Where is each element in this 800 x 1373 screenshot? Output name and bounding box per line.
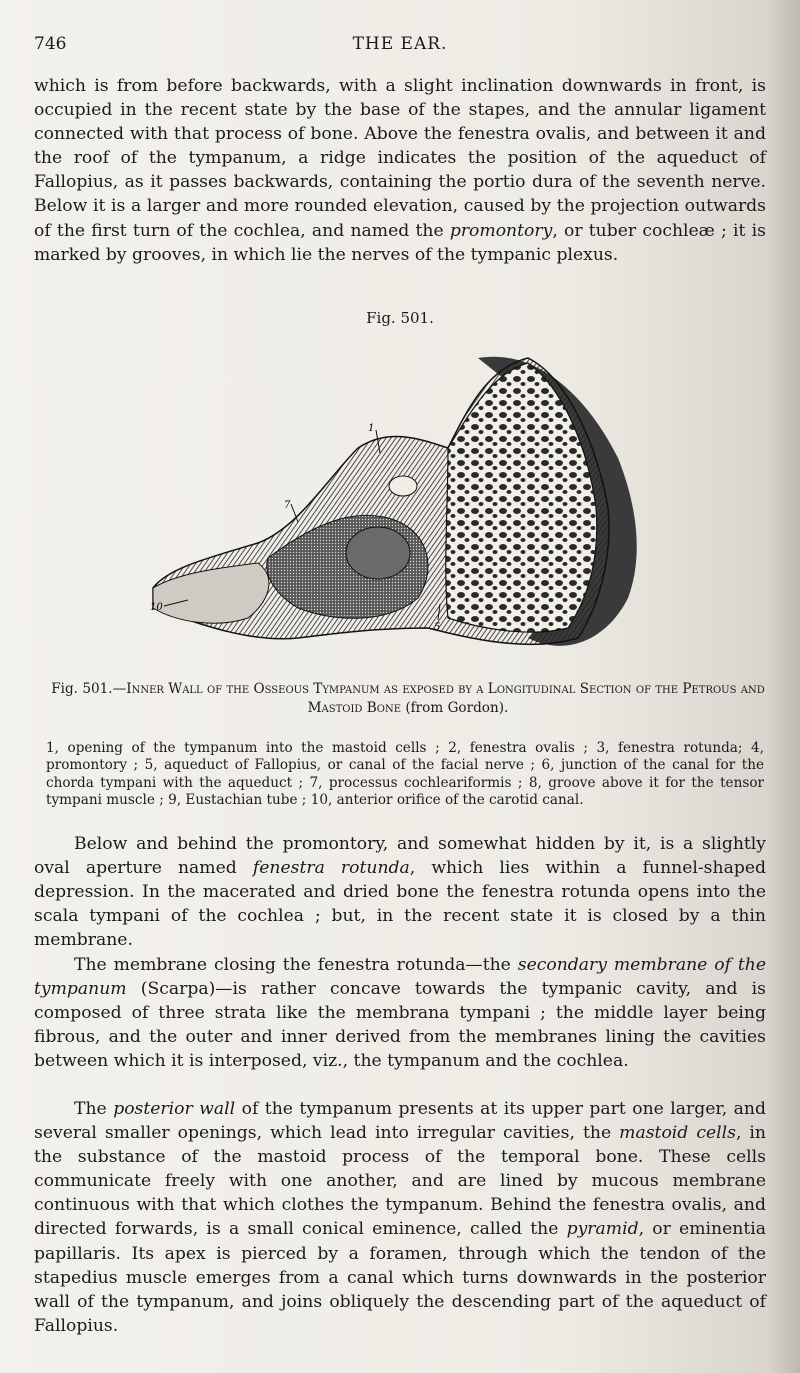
italic-term: fenestra rotunda	[252, 858, 410, 879]
page-number: 746	[34, 34, 67, 54]
fenestra	[389, 476, 417, 496]
figure-label-1: 1	[368, 423, 375, 434]
paragraph-text: The membrane closing the fenestra rotunda—the	[74, 955, 518, 975]
italic-term: promontory	[449, 220, 553, 241]
figure-illustration	[148, 338, 653, 668]
paragraph-text: , or tuber cochleæ ; it is marked by grooves, in which lie the nerves of the tympanic plexus.	[34, 220, 766, 265]
eustachian-region	[153, 563, 269, 623]
paragraph-text: The	[74, 1099, 114, 1119]
figure-label-10: 10	[150, 602, 163, 613]
caption-source: (from Gordon).	[401, 700, 509, 716]
paragraph-text: , which lies within a funnel-shaped depression. In the macerated and dried bone the fenestra rotunda opens into the scala tympani of the cochlea ; but, in the recent state it is closed by a thin membrane.	[34, 858, 766, 951]
figure-caption	[46, 680, 770, 718]
italic-term: pyramid	[566, 1219, 639, 1240]
paragraph-text: of the tympanum presents at its upper part one larger, and several smaller openings, which lead into irregular cavities, the	[34, 1099, 766, 1144]
italic-term: mastoid cells	[619, 1123, 736, 1144]
paragraph-top	[34, 74, 766, 267]
paragraph-fenestra-rotunda	[34, 832, 766, 952]
paragraph-text: , or eminentia papillaris. Its apex is pierced by a foramen, through which the tendon of the stapedius muscle emerges from a canal which turns downwards in the posterior wall of the tympanum, and joins obliquely the descending part of the aqueduct of Fallopius.	[34, 1219, 766, 1336]
paragraph-secondary-membrane	[34, 953, 766, 1073]
paragraph-posterior-wall	[34, 1097, 766, 1338]
running-title: THE EAR.	[352, 34, 448, 54]
italic-term: secondary membrane of the tympanum	[34, 955, 766, 1000]
paragraph-text: which is from before backwards, with a slight inclination downwards in front, is occupied in the recent state by the base of the stapes, and the annular ligament connected with that process of bone. Above the fenestra ovalis, and between it and the roof of the tympanum, a ridge indicates the position of the aqueduct of Fallopius, as it passes backwards, containing the portio dura of the seventh nerve. Below it is a larger and more rounded elevation, caused by the projection outwards of the first turn of the cochlea, and named the	[34, 76, 766, 241]
paragraph-text: , in the substance of the mastoid process of the temporal bone. These cells communicate freely with one another, and are lined by mucous membrane continuous with that which clothes the tympanum. Behind the fenestra ovalis, and directed forwards, is a small conical eminence, called the	[34, 1123, 766, 1240]
figure-label: Fig. 501.	[366, 309, 434, 327]
figure-label-5: 5	[434, 622, 441, 633]
figure-legend: 1, opening of the tympanum into the mastoid cells ; 2, fenestra ovalis ; 3, fenestra rotunda; 4, promontory ; 5, aqueduct of Fallopius, or canal of the facial nerve ; 6, junction of the canal for the chorda tympani with the aqueduct ; 7, processus cochleariformis ; 8, groove above it for the tensor tympani muscle ; 9, Eustachian tube ; 10, anterior orifice of the carotid canal.	[46, 739, 764, 809]
paragraph-text: (Scarpa)—is rather concave towards the tympanic cavity, and is composed of three strata like the membrana tympani ; the middle layer being fibrous, and the outer and inner derived from the membranes lining the cavities between which it is interposed, viz., the tympanum and the cochlea.	[34, 979, 766, 1072]
paragraph-text: Below and behind the promontory, and somewhat hidden by it, is a slightly oval aperture named	[34, 834, 766, 879]
caption-lead: Fig. 501.—	[51, 681, 127, 697]
figure-label-7: 7	[284, 500, 291, 511]
promontory	[346, 527, 410, 579]
caption-title: Inner Wall of the Osseous Tympanum as exposed by a Longitudinal Section of the Petrous and Mastoid Bone	[126, 681, 765, 716]
italic-term: posterior wall	[113, 1099, 236, 1119]
page-header	[34, 34, 766, 58]
